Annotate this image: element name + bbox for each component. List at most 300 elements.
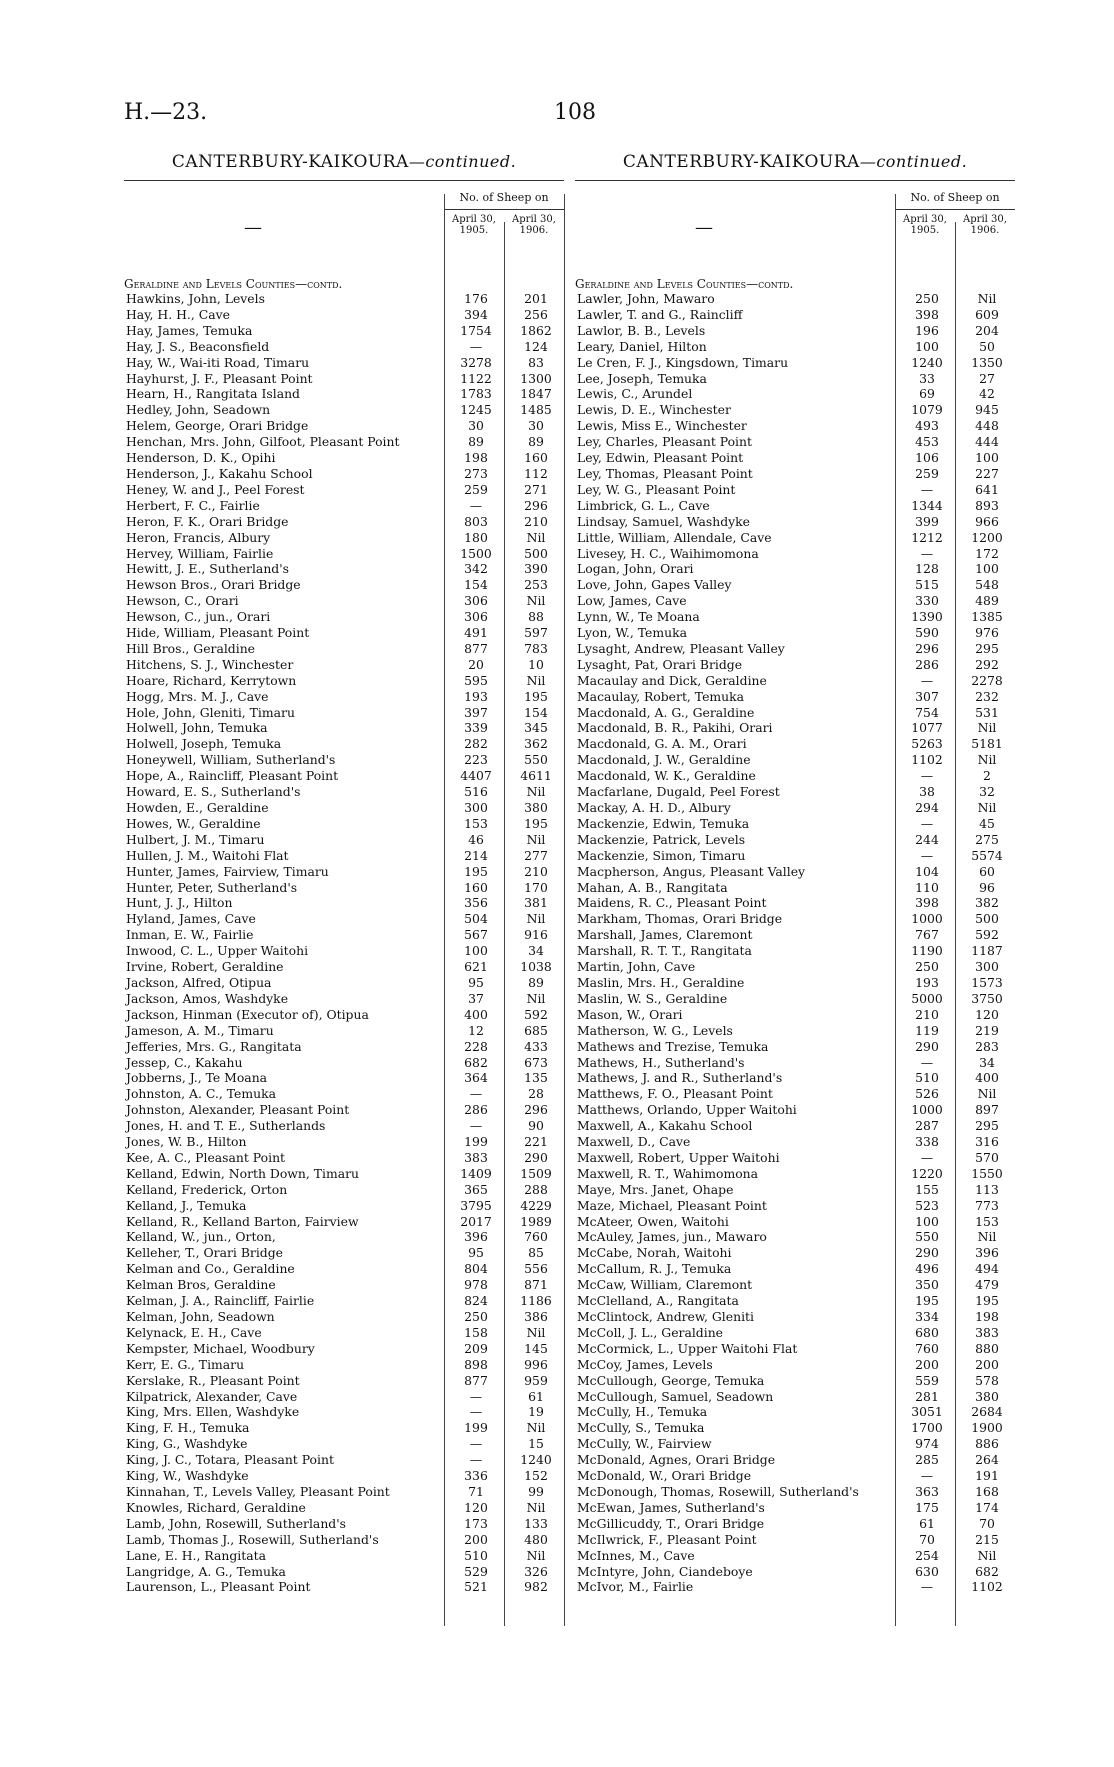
table-row [124,832,566,848]
sheep-1905-cell: 396 [464,1229,488,1245]
sheep-1906-cell: 296 [524,1102,548,1118]
owner-name-cell: Lawler, John, Mawaro [577,291,715,306]
sheep-1905-cell: 196 [915,322,939,338]
sheep-1906-cell: 1573 [971,974,1003,990]
owner-name-cell: Knowles, Richard, Geraldine [126,1499,306,1515]
sheep-1905-cell: 1409 [460,1165,492,1181]
sheep-1906-cell: 191 [975,1468,999,1484]
table-row [575,1404,1017,1420]
table-row [575,561,1017,577]
owner-name-cell: Jackson, Amos, Washdyke [126,990,289,1006]
table-row [575,355,1017,371]
owner-name-cell: Hay, H. H., Cave [126,306,230,322]
owner-name-cell: Marshall, R. T. T., Rangitata [577,943,752,959]
owner-name-cell: Hay, James, Temuka [126,322,253,338]
sheep-1906-cell: 200 [975,1356,999,1372]
owner-name-cell: Hide, William, Pleasant Point [126,625,310,641]
sheep-1905-cell: 365 [464,1181,488,1197]
table-row [124,1070,566,1086]
table-row [124,1325,566,1341]
sheep-1906-cell: 1900 [971,1420,1003,1436]
sheep-1906-cell: 160 [524,450,548,466]
sheep-1906-cell: 1385 [971,609,1003,625]
sheep-1906-cell: 500 [524,545,548,561]
table-row [124,434,566,450]
sheep-1906-cell: 288 [524,1181,548,1197]
sheep-1905-cell: 38 [919,784,935,800]
right-column [575,152,1015,1595]
owner-name-cell: Inman, E. W., Fairlie [126,927,254,943]
table-row [124,291,566,307]
sheep-1905-cell: 877 [464,1372,488,1388]
sheep-1905-cell: 173 [464,1515,488,1531]
table-row [575,1325,1017,1341]
table-row [575,768,1017,784]
sheep-1906-cell: 433 [524,1038,548,1054]
table-row [575,1357,1017,1373]
sheep-1906-cell: 1186 [520,1293,552,1309]
sheep-1905-cell: 491 [464,625,488,641]
table-row [124,895,566,911]
sheep-1905-cell: 394 [464,306,488,322]
sheep-1905-cell: 200 [464,1531,488,1547]
sheep-1906-cell: 494 [975,1261,999,1277]
table-row [124,514,566,530]
table-row [575,514,1017,530]
owner-name-cell: Henderson, D. K., Opihi [126,450,276,466]
sheep-1905-cell: 877 [464,640,488,656]
sheep-1905-cell: 760 [915,1340,939,1356]
owner-name-cell: Hunter, Peter, Sutherland's [126,879,298,895]
sheep-1905-cell: 338 [915,1134,939,1150]
table-row [575,1086,1017,1102]
owner-name-cell: Logan, John, Orari [577,561,694,577]
sheep-1906-cell: Nil [526,784,546,800]
name-column-header: — [244,217,262,238]
sheep-1906-cell: 400 [975,1070,999,1086]
sheep-1906-cell: 1509 [520,1165,552,1181]
table-row [124,1214,566,1230]
sheep-1905-cell: 3795 [460,1197,492,1213]
sheep-1905-cell: 824 [464,1293,488,1309]
table-row [124,482,566,498]
sheep-1905-cell: 282 [464,736,488,752]
sheep-1905-cell: — [920,1149,934,1165]
sheep-1905-cell: 198 [464,450,488,466]
table-row [124,927,566,943]
sheep-1906-cell: 2 [983,768,991,784]
owner-name-cell: Jackson, Hinman (Executor of), Otipua [126,1006,369,1022]
table-row [124,911,566,927]
owner-name-cell: Lewis, D. E., Winchester [577,402,731,418]
sheep-1905-cell: 228 [464,1038,488,1054]
sheep-1905-cell: 175 [915,1499,939,1515]
sheep-1906-cell: 916 [524,927,548,943]
table-row [124,593,566,609]
sheep-1905-cell: 364 [464,1070,488,1086]
table-row [124,530,566,546]
sheep-1906-cell: 295 [975,640,999,656]
sheep-1905-cell: 273 [464,465,488,481]
owner-name-cell: McInnes, M., Cave [577,1547,695,1563]
sheep-table [575,291,1017,1595]
owner-name-cell: Macdonald, W. K., Geraldine [577,768,756,784]
owner-name-cell: Mackay, A. H. D., Albury [577,800,731,815]
owner-name-cell: Martin, John, Cave [577,959,696,975]
owner-name-cell: Mahan, A. B., Rangitata [577,879,728,895]
sheep-1906-cell: Nil [526,529,546,545]
sheep-1905-cell: 100 [464,943,488,959]
sheep-1906-cell: 88 [528,609,544,625]
owner-name-cell: Hunter, James, Fairview, Timaru [126,863,329,879]
table-row [575,1166,1017,1182]
sheep-1905-cell: 1122 [460,370,492,386]
table-row [124,959,566,975]
sheep-1905-cell: — [469,1388,483,1404]
sheep-1905-cell: 567 [464,927,488,943]
sheep-1905-cell: 37 [468,990,484,1006]
owner-name-cell: Hope, A., Raincliff, Pleasant Point [126,768,339,784]
sheep-1905-cell: 153 [464,815,488,831]
table-row [575,402,1017,418]
owner-name-cell: Howes, W., Geraldine [126,815,261,831]
owner-name-cell: Lamb, John, Rosewill, Sutherland's [126,1515,347,1531]
sheep-1905-cell: 20 [468,656,484,672]
sheep-1906-cell: 170 [524,879,548,895]
sheep-1905-cell: 95 [468,1245,484,1261]
sheep-1905-cell: 590 [915,625,939,641]
owner-name-cell: Lysaght, Pat, Orari Bridge [577,656,743,672]
owner-name-cell: Henchan, Mrs. John, Gilfoot, Pleasant Point [126,434,400,450]
sheep-1906-cell: 548 [975,577,999,593]
table-row [124,991,566,1007]
table-row [575,1070,1017,1086]
table-row [575,1293,1017,1309]
table-row [575,1484,1017,1500]
owner-name-cell: McAteer, Owen, Waitohi [577,1213,729,1229]
sheep-1905-cell: — [469,1086,483,1102]
table-row [124,577,566,593]
sheep-1905-cell: 290 [915,1038,939,1054]
table-row [124,466,566,482]
sheep-1905-cell: 383 [464,1149,488,1165]
sheep-1906-cell: 195 [975,1293,999,1309]
header-rule [444,209,564,210]
owner-name-cell: Kelland, W., jun., Orton, [126,1229,276,1245]
sheep-1905-cell: 529 [464,1563,488,1579]
sheep-1906-cell: 2684 [971,1404,1003,1420]
table-row [124,1293,566,1309]
owner-name-cell: Ley, Thomas, Pleasant Point [577,465,753,481]
sheep-1906-cell: 773 [975,1197,999,1213]
sheep-1906-cell: 381 [524,895,548,911]
sheep-1905-cell: — [920,545,934,561]
owner-name-cell: Hayhurst, J. F., Pleasant Point [126,370,313,386]
owner-name-cell: Hulbert, J. M., Timaru [126,831,265,847]
owner-name-cell: McCoy, James, Levels [577,1356,713,1372]
table-row [575,975,1017,991]
owner-name-cell: Kinnahan, T., Levels Valley, Pleasant Point [126,1483,390,1499]
column-rule [895,194,896,1626]
owner-name-cell: Howden, E., Geraldine [126,800,269,815]
table-row [124,546,566,562]
table-row [575,1516,1017,1532]
sheep-1905-cell: — [469,1436,483,1452]
header-rule [895,209,1015,210]
owner-name-cell: Hyland, James, Cave [126,911,256,927]
owner-name-cell: Ley, Charles, Pleasant Point [577,434,752,450]
table-row [124,307,566,323]
sheep-1906-cell: 198 [975,1309,999,1324]
column-rule [444,194,445,1626]
year-1905-header: April 30, 1905. [903,214,947,236]
sheep-1906-cell: 296 [524,497,548,513]
sheep-1906-cell: 783 [524,640,548,656]
owner-name-cell: Leary, Daniel, Hilton [577,338,707,354]
table-row [124,1420,566,1436]
sheep-1905-cell: 336 [464,1468,488,1484]
sheep-1905-cell: 526 [915,1086,939,1102]
owner-name-cell: Le Cren, F. J., Kingsdown, Timaru [577,354,789,370]
owner-name-cell: Matthews, Orlando, Upper Waitohi [577,1102,797,1118]
sheep-1906-cell: Nil [977,1086,997,1102]
owner-name-cell: Kerslake, R., Pleasant Point [126,1372,300,1388]
sheep-1905-cell: 281 [915,1388,939,1404]
table-row [575,1532,1017,1548]
sheep-1906-cell: 295 [975,1118,999,1134]
sheep-1905-cell: 176 [464,291,488,306]
table-row [575,1214,1017,1230]
sheep-1906-cell: Nil [526,1324,546,1340]
table-row [124,1023,566,1039]
left-column [124,152,564,1595]
table-row [575,1452,1017,1468]
sheep-1906-cell: 32 [979,784,995,800]
sheep-1905-cell: 193 [464,688,488,704]
table-row [124,355,566,371]
owner-name-cell: Heney, W. and J., Peel Forest [126,481,305,497]
owner-name-cell: Lyon, W., Temuka [577,625,687,641]
table-row [124,1245,566,1261]
table-row [575,1564,1017,1580]
sheep-1906-cell: 292 [975,656,999,672]
owner-name-cell: Heron, F. K., Orari Bridge [126,513,289,529]
owner-name-cell: Jones, H. and T. E., Sutherlands [126,1118,326,1134]
sheep-1905-cell: 1754 [460,322,492,338]
table-row [575,1548,1017,1564]
sheep-1905-cell: 1500 [460,545,492,561]
sheep-1906-cell: 100 [975,561,999,577]
name-column-header: — [695,217,713,238]
table-row [575,577,1017,593]
sheep-1905-cell: 259 [464,481,488,497]
owner-name-cell: Kelman, J. A., Raincliff, Fairlie [126,1293,315,1309]
sheep-1906-cell: Nil [977,1547,997,1563]
sheep-1906-cell: 380 [975,1388,999,1404]
sheep-1905-cell: — [920,1468,934,1484]
owner-name-cell: McCullough, Samuel, Seadown [577,1388,774,1404]
sheep-1905-cell: 209 [464,1340,488,1356]
sheep-1905-cell: 210 [915,1006,939,1022]
table-row [575,1007,1017,1023]
sheep-1906-cell: Nil [977,800,997,815]
table-row [124,943,566,959]
owner-name-cell: McDonald, W., Orari Bridge [577,1468,752,1484]
owner-name-cell: Jameson, A. M., Timaru [126,1022,274,1038]
table-row [575,1309,1017,1325]
sheep-1905-cell: 294 [915,800,939,815]
table-row [575,1436,1017,1452]
table-row [575,1118,1017,1134]
table-row [124,705,566,721]
owner-name-cell: McColl, J. L., Geraldine [577,1324,724,1340]
sheep-1906-cell: 682 [975,1563,999,1579]
sheep-1905-cell: 397 [464,704,488,720]
table-row [124,1484,566,1500]
sheep-1906-cell: 444 [975,434,999,450]
owner-name-cell: Kempster, Michael, Woodbury [126,1340,315,1356]
sheep-1906-cell: 479 [975,1277,999,1293]
sheep-1905-cell: — [920,1579,934,1595]
sheep-1905-cell: 250 [915,959,939,975]
table-row [575,482,1017,498]
table-row [124,323,566,339]
sheep-1906-cell: 1989 [520,1213,552,1229]
owner-name-cell: Macdonald, G. A. M., Orari [577,736,747,752]
sheep-1905-cell: 3051 [911,1404,943,1420]
sheep-1906-cell: 609 [975,306,999,322]
sheep-1905-cell: 119 [915,1022,939,1038]
sheep-1905-cell: 496 [915,1261,939,1277]
owner-name-cell: Macaulay, Robert, Temuka [577,688,745,704]
table-row [124,371,566,387]
sheep-1906-cell: 61 [528,1388,544,1404]
sheep-1906-cell: 1038 [520,959,552,975]
sheep-1906-cell: 290 [524,1149,548,1165]
table-row [575,1150,1017,1166]
owner-name-cell: Hoare, Richard, Kerrytown [126,672,297,688]
sheep-1906-cell: 480 [524,1531,548,1547]
table-row [124,673,566,689]
sheep-1905-cell: 200 [915,1356,939,1372]
sheep-1906-cell: 550 [524,752,548,768]
sheep-1905-cell: 350 [915,1277,939,1293]
owner-name-cell: Herbert, F. C., Fairlie [126,497,260,513]
sheep-1906-cell: 135 [524,1070,548,1086]
sheep-1906-cell: 10 [528,656,544,672]
sheep-1905-cell: 306 [464,593,488,609]
table-row [124,1229,566,1245]
sheep-1905-cell: 290 [915,1245,939,1261]
owner-name-cell: Jessep, C., Kakahu [126,1054,243,1070]
owner-name-cell: McAuley, James, jun., Mawaro [577,1229,767,1245]
table-row [124,816,566,832]
sheep-1905-cell: 804 [464,1261,488,1277]
sheep-1906-cell: 959 [524,1372,548,1388]
sheep-1905-cell: 1212 [911,529,943,545]
page-number: 108 [554,100,596,125]
sheep-1905-cell: 158 [464,1324,488,1340]
sheep-1905-cell: — [920,815,934,831]
table-row [124,880,566,896]
sheep-1905-cell: 504 [464,911,488,927]
owner-name-cell: Lindsay, Samuel, Washdyke [577,513,751,529]
sheep-1905-cell: 110 [915,879,939,895]
table-row [575,625,1017,641]
sheep-1905-cell: 493 [915,418,939,434]
owner-name-cell: Lysaght, Andrew, Pleasant Valley [577,640,785,656]
table-row [575,1468,1017,1484]
sheep-1906-cell: 886 [975,1436,999,1452]
sheep-1906-cell: 45 [979,815,995,831]
sheep-1905-cell: 1077 [911,720,943,736]
table-row [124,1086,566,1102]
table-row [124,1118,566,1134]
sheep-1906-cell: 531 [975,704,999,720]
sheep-1905-cell: 199 [464,1420,488,1436]
table-header [124,180,564,269]
table-row [575,498,1017,514]
sheep-1906-cell: Nil [526,1420,546,1436]
sheep-1906-cell: 124 [524,338,548,354]
sheep-1905-cell: 1700 [911,1420,943,1436]
sheep-1905-cell: 1390 [911,609,943,625]
owner-name-cell: Howard, E. S., Sutherland's [126,784,301,800]
sheep-1905-cell: 754 [915,704,939,720]
sheep-1905-cell: 330 [915,593,939,609]
owner-name-cell: Mackenzie, Patrick, Levels [577,831,746,847]
sheep-1905-cell: 1344 [911,497,943,513]
sheep-1906-cell: 489 [975,593,999,609]
sheep-1906-cell: 30 [528,418,544,434]
sheep-table [124,291,566,1595]
sheep-1905-cell: 3278 [460,354,492,370]
sheep-1905-cell: 363 [915,1483,939,1499]
table-row [124,720,566,736]
sheep-1905-cell: 214 [464,847,488,863]
owner-name-cell: Maxwell, Robert, Upper Waitohi [577,1149,780,1165]
owner-name-cell: Lewis, Miss E., Winchester [577,418,747,434]
owner-name-cell: McCallum, R. J., Temuka [577,1261,732,1277]
owner-name-cell: Jobberns, J., Te Moana [126,1070,268,1086]
owner-name-cell: Kelland, J., Temuka [126,1197,247,1213]
sheep-1905-cell: — [469,1452,483,1468]
owner-name-cell: McCullough, George, Temuka [577,1372,765,1388]
sheep-1905-cell: 254 [915,1547,939,1563]
sheep-1905-cell: 398 [915,895,939,911]
sheep-1906-cell: Nil [977,291,997,306]
owner-name-cell: Low, James, Cave [577,593,687,609]
sheep-1906-cell: 383 [975,1324,999,1340]
table-row [124,736,566,752]
sheep-1905-cell: 61 [919,1515,935,1531]
sheep-1905-cell: 46 [468,831,484,847]
sheep-1906-cell: 168 [975,1483,999,1499]
column-title: CANTERBURY-KAIKOURA—continued. [171,152,517,172]
sheep-1905-cell: 195 [915,1293,939,1309]
sheep-1906-cell: Nil [526,593,546,609]
sheep-1906-cell: 673 [524,1054,548,1070]
sheep-1905-cell: 400 [464,1006,488,1022]
sheep-1906-cell: 210 [524,863,548,879]
owner-name-cell: Hogg, Mrs. M. J., Cave [126,688,269,704]
sheep-1905-cell: 5263 [911,736,943,752]
table-row [124,1468,566,1484]
table-row [124,1404,566,1420]
table-row [575,466,1017,482]
sheep-1905-cell: 339 [464,720,488,736]
sheep-1906-cell: 570 [975,1149,999,1165]
